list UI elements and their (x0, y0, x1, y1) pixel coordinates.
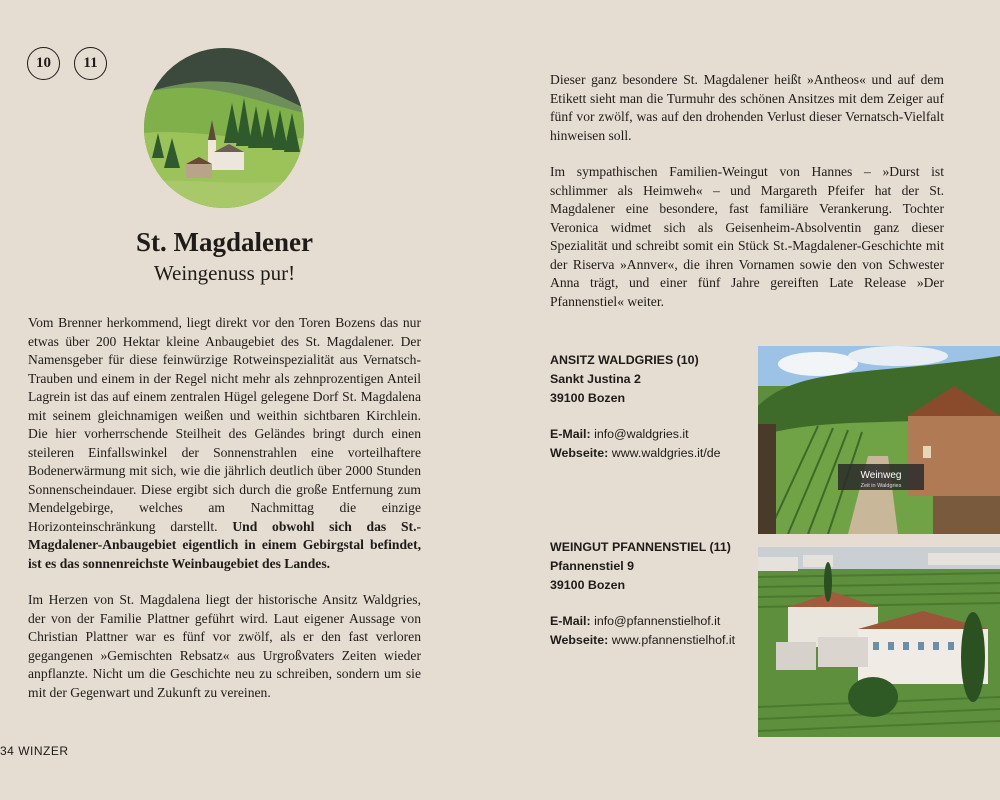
contact-city: 39100 Bozen (550, 391, 626, 405)
website-label: Webseite: (550, 633, 609, 647)
email-link[interactable]: info@waldgries.it (594, 427, 689, 441)
article-title: St. Magdalener (136, 227, 313, 257)
contact-street: Pfannenstiel 9 (550, 559, 635, 573)
contact-name: ANSITZ WALDGRIES (10) (550, 353, 699, 367)
sign-title: Weinweg (860, 470, 902, 481)
right-column-text (550, 71, 944, 329)
paragraph-pfeifer: Im sympathischen Familien-Weingut von Hannes – »Durst ist schlimmer als Heimweh« – und Margareth Pfeifer hat der St. Magdalener eine besondere, fast familiäre Verankerung. Tochter Veronica widmet sich als Geisenheim-Absolventin ganz dieser Spezialität und schreibt somit ein Stück St.-Magdalener-Geschichte mit der Riserva »Annver«, die ihren Vornamen sowie den von Schwester Anna trägt, und einer fünf Jahre gereiften Late Release »Der Pfannenstiel« weiter. (550, 164, 944, 309)
st-magdalena-church-photo (144, 48, 304, 208)
paragraph-antheos: Dieser ganz besondere St. Magdalener heißt »Antheos« und auf dem Etikett sieht man die Turmuhr des schönen Ansitzes mit dem Zeiger auf fünf vor zwölf, was auf den drohenden Verlust dieser Vernatsch-Vielfalt hinweisen soll. (550, 72, 944, 143)
website-link[interactable]: www.pfannenstielhof.it (611, 633, 736, 647)
email-label: E-Mail: (550, 614, 591, 628)
waldgries-vineyard-photo (758, 346, 1000, 534)
contact-name: WEINGUT PFANNENSTIEL (11) (550, 540, 731, 554)
contact-waldgries (550, 351, 750, 463)
contact-city: 39100 Bozen (550, 578, 626, 592)
website-label: Webseite: (550, 446, 609, 460)
location-badge-11: 11 (74, 47, 107, 80)
article-subtitle: Weingenuss pur! (153, 261, 296, 285)
email-link[interactable]: info@pfannenstielhof.it (594, 614, 721, 628)
left-column-text (28, 314, 421, 720)
paragraph-intro (28, 314, 421, 573)
contact-street: Sankt Justina 2 (550, 372, 641, 386)
website-link[interactable]: www.waldgries.it/de (611, 446, 721, 460)
email-label: E-Mail: (550, 427, 591, 441)
page-number: 34 (0, 744, 15, 758)
sign-subtitle: Zeit in Waldgries (860, 483, 902, 489)
section-label: WINZER (18, 744, 69, 758)
paragraph-intro-text: Vom Brenner herkommend, liegt direkt vor den Toren Bozens das nur etwas über 200 Hektar kleine Anbaugebiet des St. Magdalener. Der Namensgeber für diese feinwürzige Rotweinspezialität aus Vernatsch-Trauben und einem in der Regel nicht mehr als zehnprozentigen Anteil Lagrein ist das auf einem zentralen Hügel gelegene Dorf St. Magdalena mit seinem gleichnamigen weißen und weithin sichtbaren Kirchlein. Die hier vorherrschende Steilheit des Geländes bringt durch einen steileren Einfallswinkel der Sonnenstrahlen eine vorteilhaftere Bodenerwärmung mit sich, wie die jährlich deutlich über 2000 Stunden Sonnenscheindauer. Diese ergibt sich durch die große Entfernung zum Mendelgebirge, welches am Nachmittag die einzige Horizonteinschränkung darstellt. (28, 315, 421, 534)
page-footer (0, 744, 69, 758)
paragraph-intro-highlight: Und obwohl sich das St.-Magdalener-Anbaugebiet eigentlich in einem Gebirgstal befindet, ist es das sonnenreichste Weinbaugebiet des Landes. (28, 518, 421, 571)
pfannenstiel-estate-photo (758, 547, 1000, 737)
paragraph-waldgries: Im Herzen von St. Magdalena liegt der historische Ansitz Waldgries, der von der Familie Plattner geführt wird. Laut eigener Aussage von Christian Plattner war es fünf vor zwölf, als er den fast verloren gegangenen »Gemischten Rebsatz« aus Urgroßvaters Zeiten wieder anpflanzte. Nicht um die Geschichte neu zu schreiben, sondern um sie mit der Gegenwart und Zukunft zu vereinen. (28, 592, 421, 700)
contact-pfannenstiel (550, 538, 750, 650)
location-badge-10: 10 (27, 47, 60, 80)
